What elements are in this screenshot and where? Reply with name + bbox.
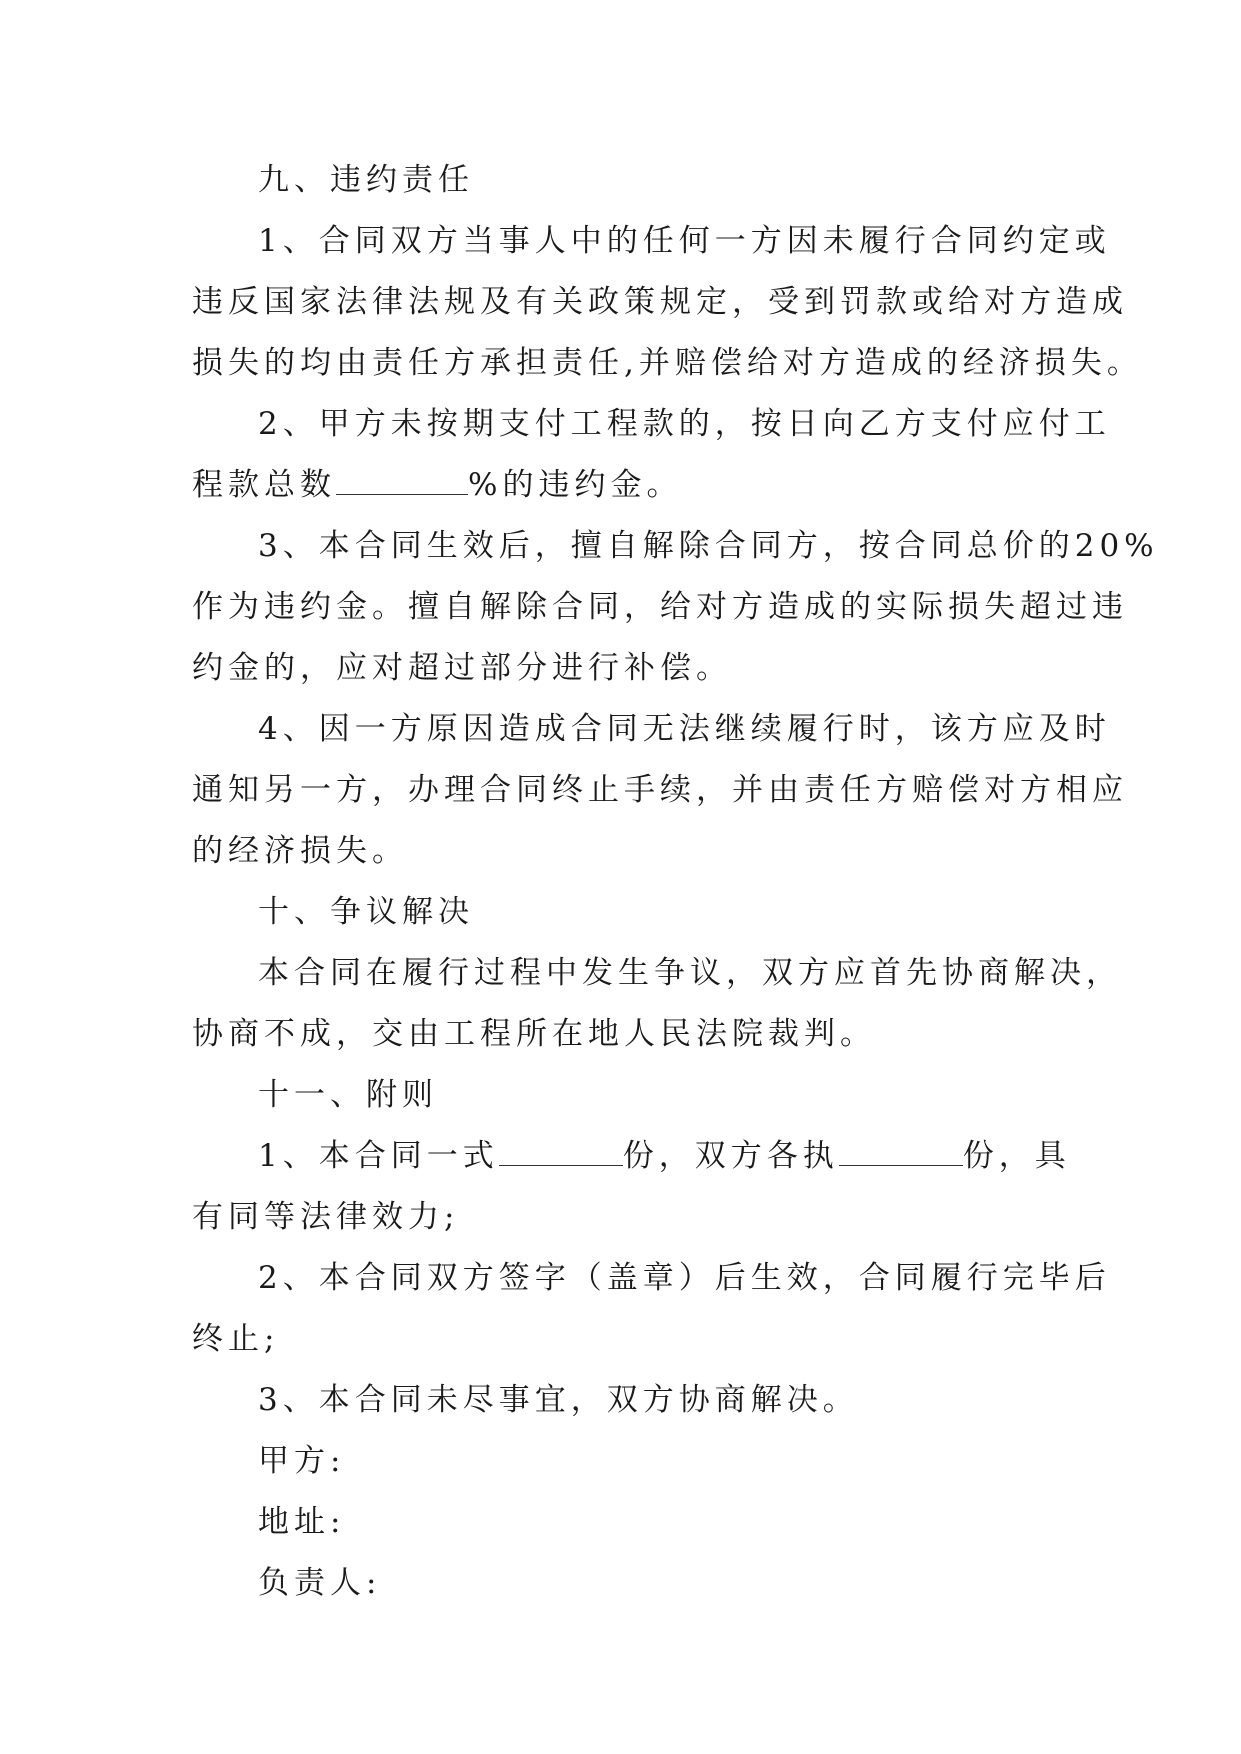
contract-page bbox=[192, 150, 1159, 1614]
section-9-item-3-line-2: 作为违约金。擅自解除合同，给对方造成的实际损失超过违 bbox=[192, 589, 1128, 625]
section-10-heading: 十、争议解决 bbox=[258, 894, 474, 930]
section-9-item-4-line-1: 4、因一方原因造成合同无法继续履行时，该方应及时 bbox=[258, 711, 1111, 747]
section-11-heading: 十一、附则 bbox=[258, 1077, 438, 1113]
section-9-item-1-line-1: 1、合同双方当事人中的任何一方因未履行合同约定或 bbox=[258, 223, 1111, 259]
party-a-label: 甲方: bbox=[258, 1443, 346, 1479]
item-2-text-after: %的违约金。 bbox=[468, 467, 683, 503]
section-9-item-2-line-2 bbox=[192, 455, 1062, 516]
item-2-text-before: 程款总数 bbox=[192, 467, 336, 503]
item-1-part-3: 份，具 bbox=[962, 1138, 1071, 1174]
item-1-part-1: 1、本合同一式 bbox=[258, 1138, 499, 1174]
address-label: 地址: bbox=[258, 1504, 346, 1540]
section-10-body-line-2: 协商不成，交由工程所在地人民法院裁判。 bbox=[192, 1016, 876, 1052]
section-11-item-1-line-1 bbox=[192, 1126, 1071, 1187]
section-9-item-4-line-3: 的经济损失。 bbox=[192, 833, 408, 869]
percentage-blank bbox=[336, 464, 468, 495]
person-in-charge-label: 负责人: bbox=[258, 1565, 382, 1601]
section-11-item-3: 3、本合同未尽事宜，双方协商解决。 bbox=[258, 1382, 859, 1418]
section-9-item-4-line-2: 通知另一方，办理合同终止手续，并由责任方赔偿对方相应 bbox=[192, 772, 1128, 808]
section-9-item-1-line-3: 损失的均由责任方承担责任,并赔偿给对方造成的经济损失。 bbox=[192, 345, 1143, 381]
copies-total-blank bbox=[499, 1135, 623, 1166]
section-11-item-2-line-1: 2、本合同双方签字（盖章）后生效，合同履行完毕后 bbox=[258, 1260, 1111, 1296]
section-9-heading: 九、违约责任 bbox=[258, 162, 474, 198]
section-11-item-1-line-2: 有同等法律效力; bbox=[192, 1199, 460, 1235]
section-9-item-3-line-3: 约金的，应对超过部分进行补偿。 bbox=[192, 650, 732, 686]
section-11-item-2-line-2: 终止; bbox=[192, 1321, 280, 1357]
section-9-item-2-line-1: 2、甲方未按期支付工程款的，按日向乙方支付应付工 bbox=[258, 406, 1111, 442]
copies-each-blank bbox=[839, 1135, 963, 1166]
section-10-body-line-1: 本合同在履行过程中发生争议，双方应首先协商解决， bbox=[258, 955, 1122, 991]
section-9-item-1-line-2: 违反国家法律法规及有关政策规定，受到罚款或给对方造成 bbox=[192, 284, 1128, 320]
section-9-item-3-line-1: 3、本合同生效后，擅自解除合同方，按合同总价的20% bbox=[258, 528, 1159, 564]
item-1-part-2: 份，双方各执 bbox=[622, 1138, 839, 1174]
